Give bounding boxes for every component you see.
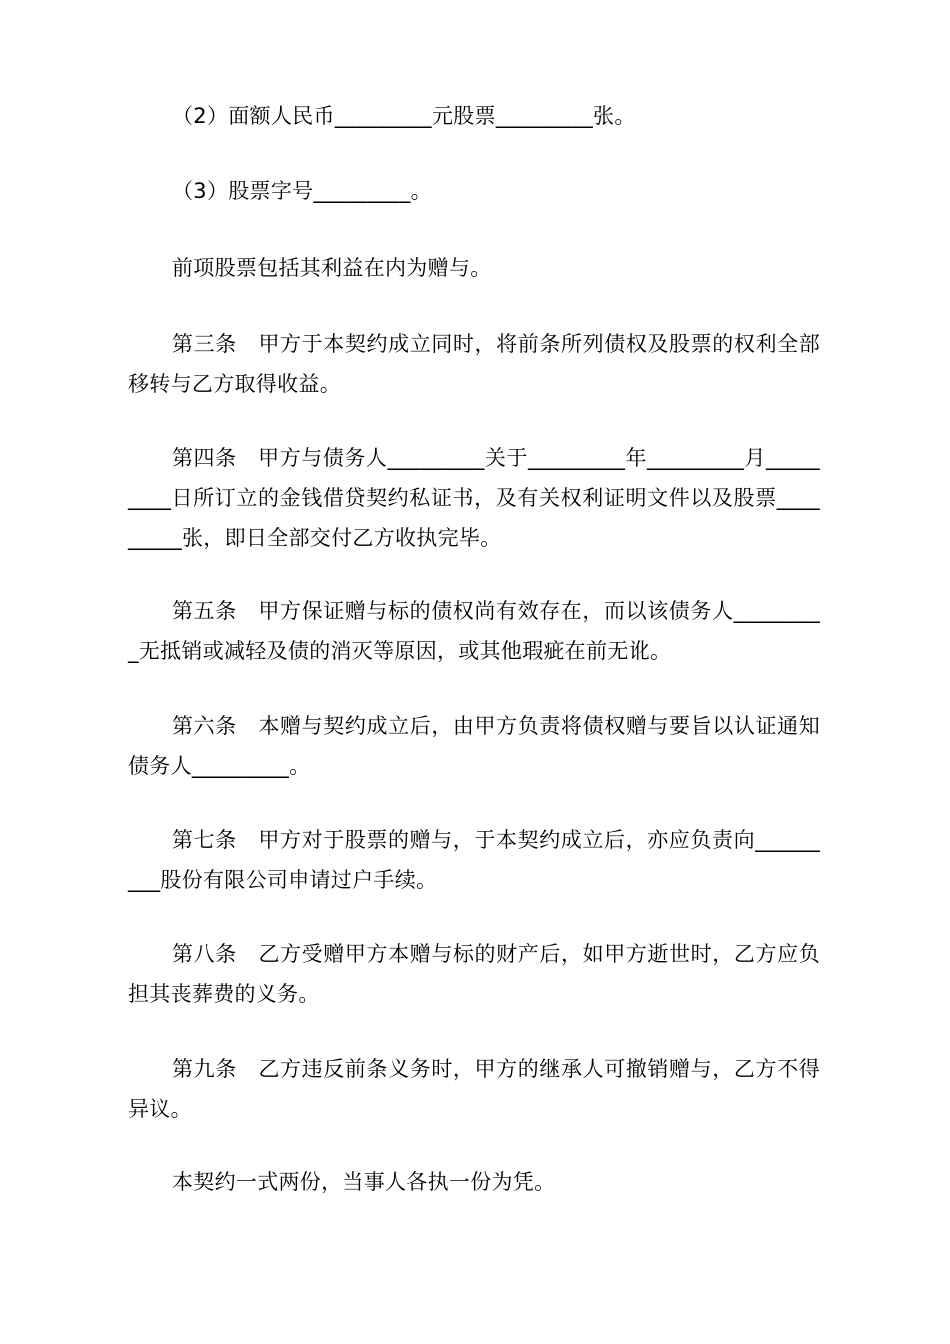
clause-item-2: （2）面额人民币_________元股票_________张。 bbox=[172, 104, 636, 128]
article-3: 第三条 甲方于本契约成立同时，将前条所列债权及股票的权利全部移转与乙方取得收益。 bbox=[128, 332, 820, 396]
article-9: 第九条 乙方违反前条义务时，甲方的继承人可撤销赠与，乙方不得异议。 bbox=[128, 1057, 820, 1121]
article-7: 第七条 甲方对于股票的赠与，于本契约成立后，亦应负责向_________股份有限公司申请过户手续。 bbox=[128, 828, 820, 892]
article-5: 第五条 甲方保证赠与标的债权尚有效存在，而以该债务人_________无抵销或减轻及债的消灭等原因，或其他瑕疵在前无讹。 bbox=[128, 599, 820, 663]
article-8: 第八条 乙方受赠甲方本赠与标的财产后，如甲方逝世时，乙方应负担其丧葬费的义务。 bbox=[128, 942, 820, 1006]
copies-paragraph: 本契约一式两份，当事人各执一份为凭。 bbox=[172, 1170, 556, 1194]
clause-item-3: （3）股票字号_________。 bbox=[172, 179, 432, 203]
gift-scope-paragraph: 前项股票包括其利益在内为赠与。 bbox=[172, 256, 492, 280]
article-4: 第四条 甲方与债务人_________关于_________年_________月_________日所订立的金钱借贷契约私证书，及有关权利证明文件以及股票_________张，即日全部交付乙方收执完毕。 bbox=[128, 446, 820, 550]
article-6: 第六条 本赠与契约成立后，由甲方负责将债权赠与要旨以认证通知债务人_________。 bbox=[128, 714, 820, 778]
